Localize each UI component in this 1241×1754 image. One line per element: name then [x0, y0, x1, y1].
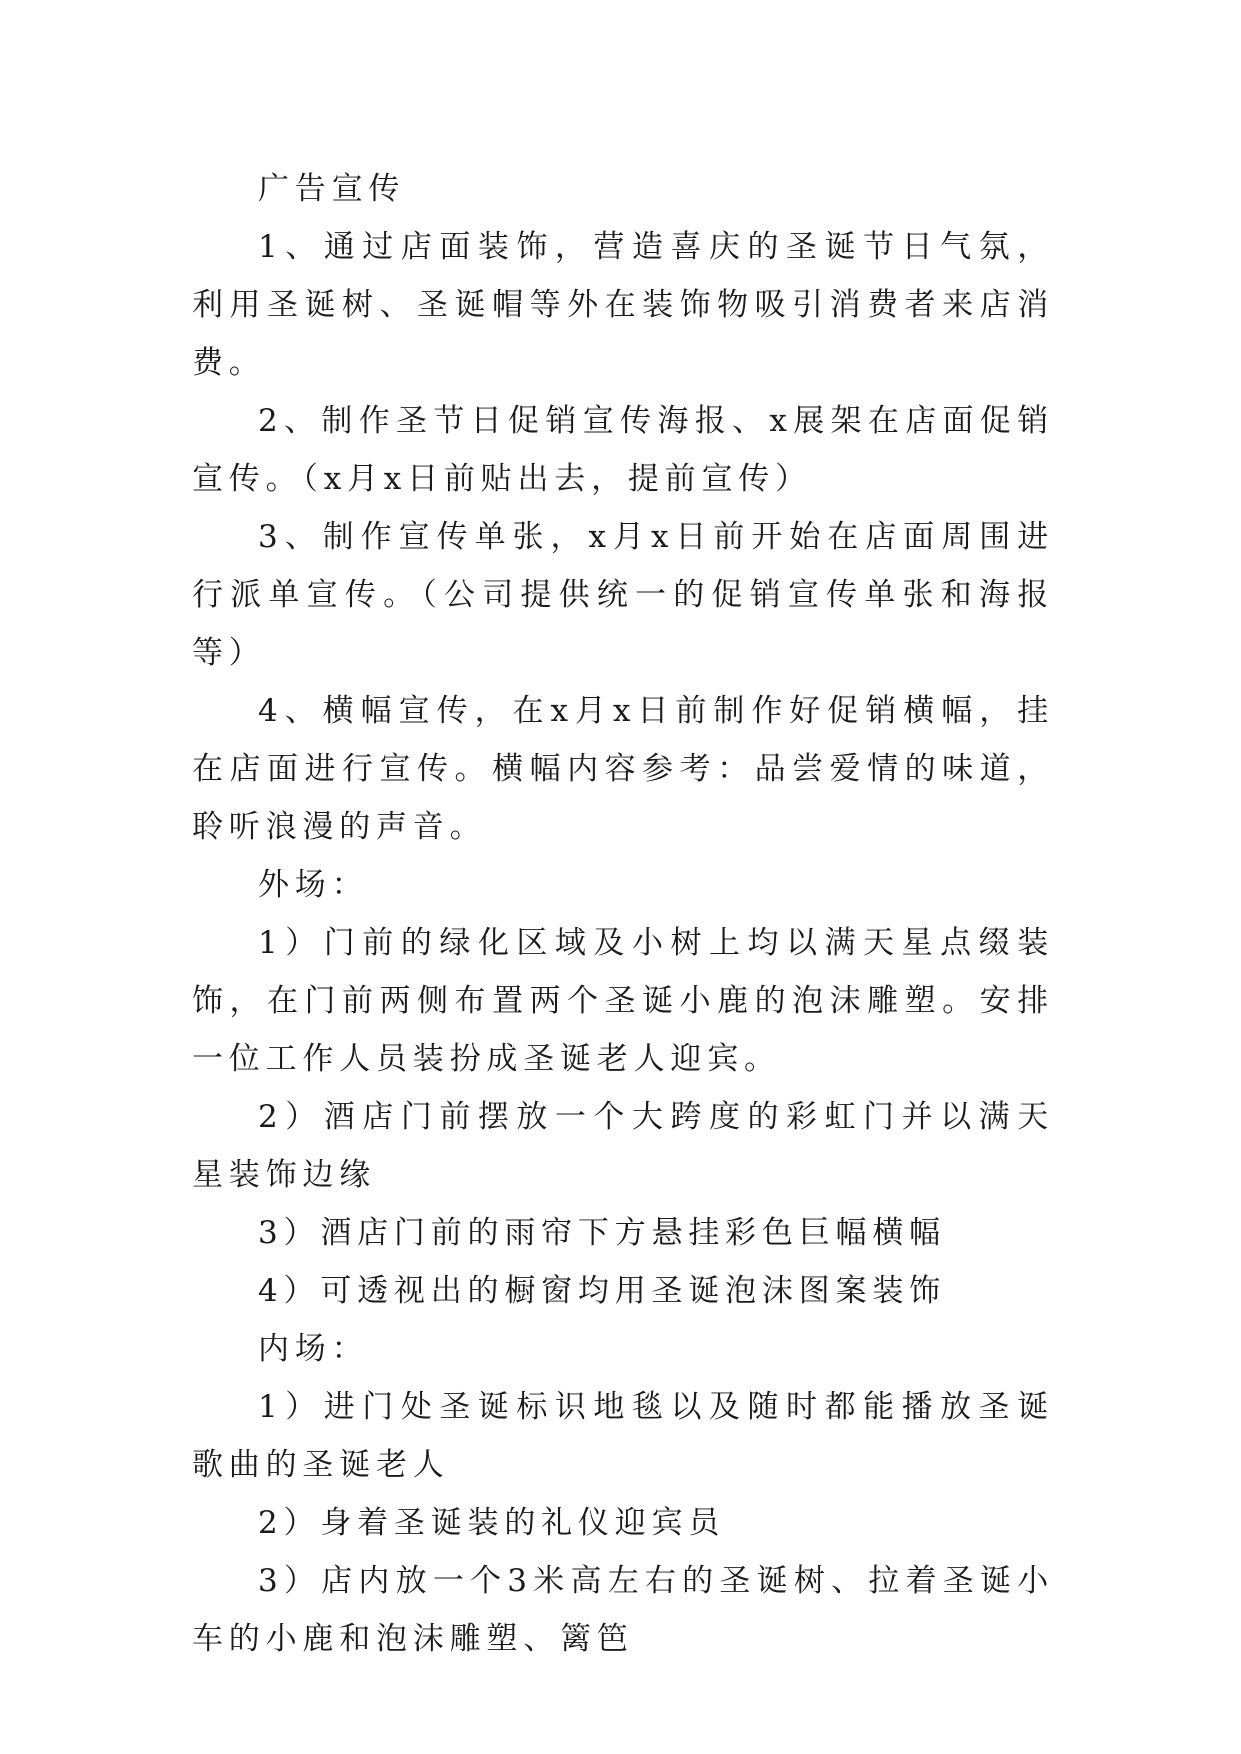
paragraph: 3、制作宣传单张，x月x日前开始在店面周围进行派单宣传。（公司提供统一的促销宣传单张和海报等）	[192, 519, 1054, 671]
paragraph: 1）进门处圣诞标识地毯以及随时都能播放圣诞歌曲的圣诞老人	[192, 1389, 1054, 1483]
paragraph: 2）酒店门前摆放一个大跨度的彩虹门并以满天星装饰边缘	[192, 1099, 1054, 1193]
paragraph: 2）身着圣诞装的礼仪迎宾员	[258, 1505, 726, 1541]
section-heading-indoor: 内场：	[258, 1331, 369, 1367]
section-heading-advertising: 广告宣传	[258, 171, 406, 207]
document-page	[192, 160, 1054, 1668]
paragraph: 1）门前的绿化区域及小树上均以满天星点缀装饰，在门前两侧布置两个圣诞小鹿的泡沫雕塑。安排一位工作人员装扮成圣诞老人迎宾。	[192, 925, 1054, 1077]
paragraph: 1、通过店面装饰，营造喜庆的圣诞节日气氛，利用圣诞树、圣诞帽等外在装饰物吸引消费者来店消费。	[192, 229, 1054, 381]
paragraph: 3）店内放一个3米高左右的圣诞树、拉着圣诞小车的小鹿和泡沫雕塑、篱笆	[192, 1563, 1054, 1657]
paragraph: 2、制作圣节日促销宣传海报、x展架在店面促销宣传。（x月x日前贴出去，提前宣传）	[192, 403, 1054, 497]
paragraph: 4）可透视出的橱窗均用圣诞泡沫图案装饰	[258, 1273, 946, 1309]
paragraph: 3）酒店门前的雨帘下方悬挂彩色巨幅横幅	[258, 1215, 946, 1251]
paragraph: 4、横幅宣传，在x月x日前制作好促销横幅，挂在店面进行宣传。横幅内容参考：品尝爱情的味道，聆听浪漫的声音。	[192, 693, 1054, 845]
section-heading-outdoor: 外场：	[258, 867, 369, 903]
